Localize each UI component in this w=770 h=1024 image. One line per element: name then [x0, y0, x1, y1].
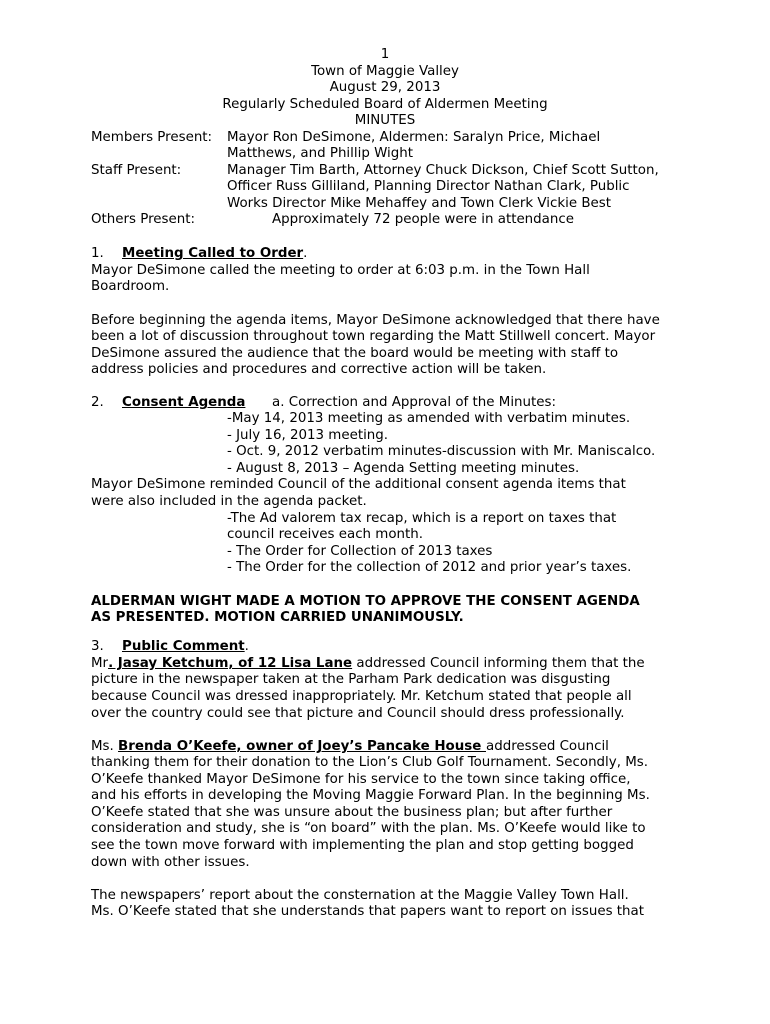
ketchum-prefix: Mr	[91, 656, 109, 671]
newspaper-line-1: The newspapers’ report about the consternation at the Maggie Valley Town Hall.	[91, 888, 629, 903]
okeefe-line-7: see the town move forward with implementing the plan and stop getting bogged	[91, 838, 634, 853]
s1-p2-line-3: DeSimone assured the audience that the board would be meeting with staff to	[91, 346, 619, 361]
agenda-item-2: - The Order for Collection of 2013 taxes	[227, 544, 493, 559]
section-2-title: Consent Agenda	[122, 395, 246, 410]
consent-item-a: a. Correction and Approval of the Minutes:	[272, 395, 556, 410]
ketchum-line-4: over the country could see that picture and Council should dress professionally.	[91, 706, 625, 721]
okeefe-line-2: thanking them for their donation to the Lion’s Club Golf Tournament. Secondly, Ms.	[91, 755, 648, 770]
members-line-1: Mayor Ron DeSimone, Aldermen: Saralyn Price, Michael	[227, 130, 601, 145]
header-date: August 29, 2013	[329, 80, 441, 95]
section-2-number: 2.	[91, 395, 104, 410]
okeefe-line-1-rest: addressed Council	[485, 739, 609, 754]
okeefe-prefix: Ms.	[91, 739, 119, 754]
staff-label: Staff Present:	[91, 163, 182, 178]
motion-line-1: ALDERMAN WIGHT MADE A MOTION TO APPROVE THE CONSENT AGENDA	[91, 594, 640, 609]
s1-p2-line-4: address policies and procedures and corrective action will be taken.	[91, 362, 547, 377]
staff-line-1: Manager Tim Barth, Attorney Chuck Dickson, Chief Scott Sutton,	[227, 163, 659, 178]
section-3-title-end: .	[244, 639, 249, 654]
header-meeting: Regularly Scheduled Board of Aldermen Meeting	[222, 97, 548, 112]
okeefe-line-6: consideration and study, she is “on board” with the plan. Ms. O’Keefe would like to	[91, 821, 646, 836]
s2-p-line-2: were also included in the agenda packet.	[91, 494, 367, 509]
ketchum-line-1-rest: addressed Council informing them that the	[352, 656, 645, 671]
members-line-2: Matthews, and Phillip Wight	[227, 146, 413, 161]
motion-line-2: AS PRESENTED. MOTION CARRIED UNANIMOUSLY.	[91, 610, 464, 625]
section-1-title: Meeting Called to Order	[122, 246, 304, 261]
okeefe-line-3: O’Keefe thanked Mayor DeSimone for his service to the town since taking office,	[91, 772, 631, 787]
section-3-heading	[122, 639, 249, 655]
okeefe-line-8: down with other issues.	[91, 855, 250, 870]
agenda-item-1-line-1: -The Ad valorem tax recap, which is a report on taxes that	[227, 511, 617, 526]
ketchum-line-1	[91, 656, 645, 672]
minutes-item-1: -May 14, 2013 meeting as amended with verbatim minutes.	[227, 411, 631, 426]
okeefe-name: Brenda O’Keefe, owner of Joey’s Pancake House	[118, 739, 486, 754]
minutes-item-3: - Oct. 9, 2012 verbatim minutes-discussion with Mr. Maniscalco.	[227, 444, 656, 459]
members-label: Members Present:	[91, 130, 213, 145]
header-town: Town of Maggie Valley	[311, 64, 459, 79]
section-1-title-end: .	[303, 246, 308, 261]
others-label: Others Present:	[91, 212, 196, 227]
okeefe-line-5: O’Keefe stated that she was unsure about the business plan; but after further	[91, 805, 613, 820]
s1-p1-line-2: Boardroom.	[91, 279, 170, 294]
staff-line-3: Works Director Mike Mehaffey and Town Clerk Vickie Best	[227, 196, 611, 211]
agenda-item-1-line-2: council receives each month.	[227, 527, 424, 542]
s1-p2-line-2: been a lot of discussion throughout town regarding the Matt Stillwell concert. Mayor	[91, 329, 656, 344]
minutes-item-2: - July 16, 2013 meeting.	[227, 428, 389, 443]
agenda-item-3: - The Order for the collection of 2012 and prior year’s taxes.	[227, 560, 632, 575]
others-line-1: Approximately 72 people were in attendance	[272, 212, 574, 227]
section-1-number: 1.	[91, 246, 104, 261]
s1-p1-line-1: Mayor DeSimone called the meeting to order at 6:03 p.m. in the Town Hall	[91, 263, 590, 278]
ketchum-line-2: picture in the newspaper taken at the Parham Park dedication was disgusting	[91, 672, 611, 687]
okeefe-line-4: and his efforts in developing the Moving Maggie Forward Plan. In the beginning Ms.	[91, 788, 650, 803]
s2-p-line-1: Mayor DeSimone reminded Council of the additional consent agenda items that	[91, 477, 626, 492]
minutes-item-4: - August 8, 2013 – Agenda Setting meeting minutes.	[227, 461, 580, 476]
okeefe-line-1	[91, 739, 609, 755]
section-1-heading	[122, 246, 307, 262]
ketchum-line-3: because Council was dressed inappropriately. Mr. Ketchum stated that people all	[91, 689, 632, 704]
section-3-number: 3.	[91, 639, 104, 654]
header-doc-type: MINUTES	[354, 113, 416, 128]
staff-line-2: Officer Russ Gilliland, Planning Director Nathan Clark, Public	[227, 179, 630, 194]
newspaper-line-2: Ms. O’Keefe stated that she understands that papers want to report on issues that	[91, 904, 644, 919]
ketchum-name: . Jasay Ketchum, of 12 Lisa Lane	[108, 656, 353, 671]
page-number: 1	[380, 47, 390, 62]
section-3-title: Public Comment	[122, 639, 245, 654]
s1-p2-line-1: Before beginning the agenda items, Mayor DeSimone acknowledged that there have	[91, 313, 660, 328]
